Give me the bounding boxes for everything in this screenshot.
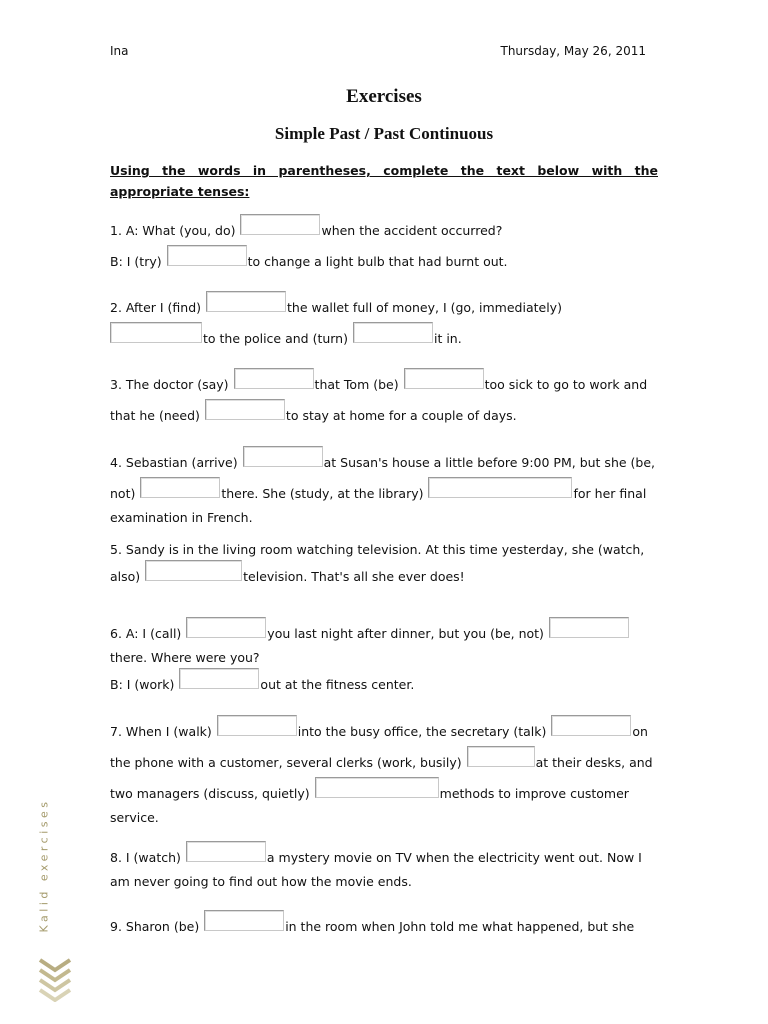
answer-field[interactable] [549, 617, 629, 638]
page-subtitle: Simple Past / Past Continuous [274, 124, 494, 143]
question-text: to stay at home for a couple of days. [285, 408, 517, 423]
answer-field[interactable] [140, 477, 220, 498]
question-text: out at the fitness center. [260, 677, 415, 692]
question-text: service. [110, 810, 159, 825]
side-watermark [32, 800, 56, 930]
answer-field[interactable] [204, 910, 284, 931]
question-text: B: I (work) [110, 677, 175, 692]
side-watermark-text: Kalid exercises [37, 798, 51, 932]
question-text: 6. A: I (call) [110, 626, 182, 641]
answer-field[interactable] [205, 399, 285, 420]
question-text: 8. I (watch) [110, 850, 181, 865]
question-text: 9. Sharon (be) [110, 919, 200, 934]
question-text: 1. A: What (you, do) [110, 223, 236, 238]
question-text: not) [110, 486, 136, 501]
question-text: a mystery movie on TV when the electricity went out. Now I [266, 850, 642, 865]
answer-field[interactable] [110, 322, 202, 343]
answer-field[interactable] [353, 322, 433, 343]
answer-field[interactable] [551, 715, 631, 736]
question-text: into the busy office, the secretary (talk) [297, 724, 547, 739]
answer-field[interactable] [404, 368, 484, 389]
question-text: there. She (study, at the library) [221, 486, 424, 501]
answer-field[interactable] [243, 446, 323, 467]
question-text: it in. [433, 331, 462, 346]
question-text: the wallet full of money, I (go, immediately) [287, 300, 562, 315]
question-8 [110, 841, 658, 892]
question-text: 5. Sandy is in the living room watching television. At this time yesterday, she (watch, [110, 542, 645, 557]
question-text: too sick to go to work and [484, 377, 648, 392]
answer-field[interactable] [428, 477, 572, 498]
question-1 [110, 214, 658, 276]
question-text: am never going to find out how the movie ends. [110, 874, 412, 889]
answer-field[interactable] [240, 214, 320, 235]
question-text: on [632, 724, 648, 739]
question-text: at Susan's house a little before 9:00 PM, but she (be, [323, 455, 656, 470]
question-6 [110, 617, 658, 699]
answer-field[interactable] [186, 841, 266, 862]
question-text: also) [110, 569, 141, 584]
question-2 [110, 291, 658, 353]
question-text: B: I (try) [110, 254, 162, 269]
question-text: examination in French. [110, 510, 253, 525]
question-text: the phone with a customer, several clerks (work, busily) [110, 755, 462, 770]
question-text: that he (need) [110, 408, 200, 423]
instructions: Using the words in parentheses, complete the text below with the appropriate tenses: [110, 163, 658, 199]
header-name: Ina [110, 44, 129, 58]
question-text: television. That's all she ever does! [243, 569, 465, 584]
answer-field[interactable] [217, 715, 297, 736]
question-3 [110, 368, 658, 430]
answer-field[interactable] [167, 245, 247, 266]
question-text: to the police and (turn) [203, 331, 348, 346]
question-text: you last night after dinner, but you (be, not) [267, 626, 544, 641]
question-4 [110, 446, 658, 528]
answer-field[interactable] [145, 560, 242, 581]
question-text: 3. The doctor (say) [110, 377, 229, 392]
question-text: in the room when John told me what happened, but she [285, 919, 635, 934]
answer-field[interactable] [234, 368, 314, 389]
question-text: at their desks, and [535, 755, 653, 770]
question-7 [110, 715, 658, 828]
header-date: Thursday, May 26, 2011 [500, 44, 646, 58]
chevron-down-icon [38, 958, 72, 1002]
question-text: there. Where were you? [110, 650, 260, 665]
question-text: methods to improve customer [439, 786, 629, 801]
question-text: 4. Sebastian (arrive) [110, 455, 238, 470]
answer-field[interactable] [315, 777, 439, 798]
answer-field[interactable] [467, 746, 535, 767]
question-9 [110, 910, 658, 941]
question-text: 2. After I (find) [110, 300, 202, 315]
answer-field[interactable] [206, 291, 286, 312]
question-text: when the accident occurred? [321, 223, 503, 238]
question-text: for her final [573, 486, 647, 501]
question-5 [110, 540, 658, 591]
question-text: two managers (discuss, quietly) [110, 786, 310, 801]
question-text: to change a light bulb that had burnt out. [247, 254, 508, 269]
page-title: Exercises [346, 86, 422, 107]
answer-field[interactable] [179, 668, 259, 689]
question-text: that Tom (be) [314, 377, 399, 392]
answer-field[interactable] [186, 617, 266, 638]
question-text: 7. When I (walk) [110, 724, 212, 739]
